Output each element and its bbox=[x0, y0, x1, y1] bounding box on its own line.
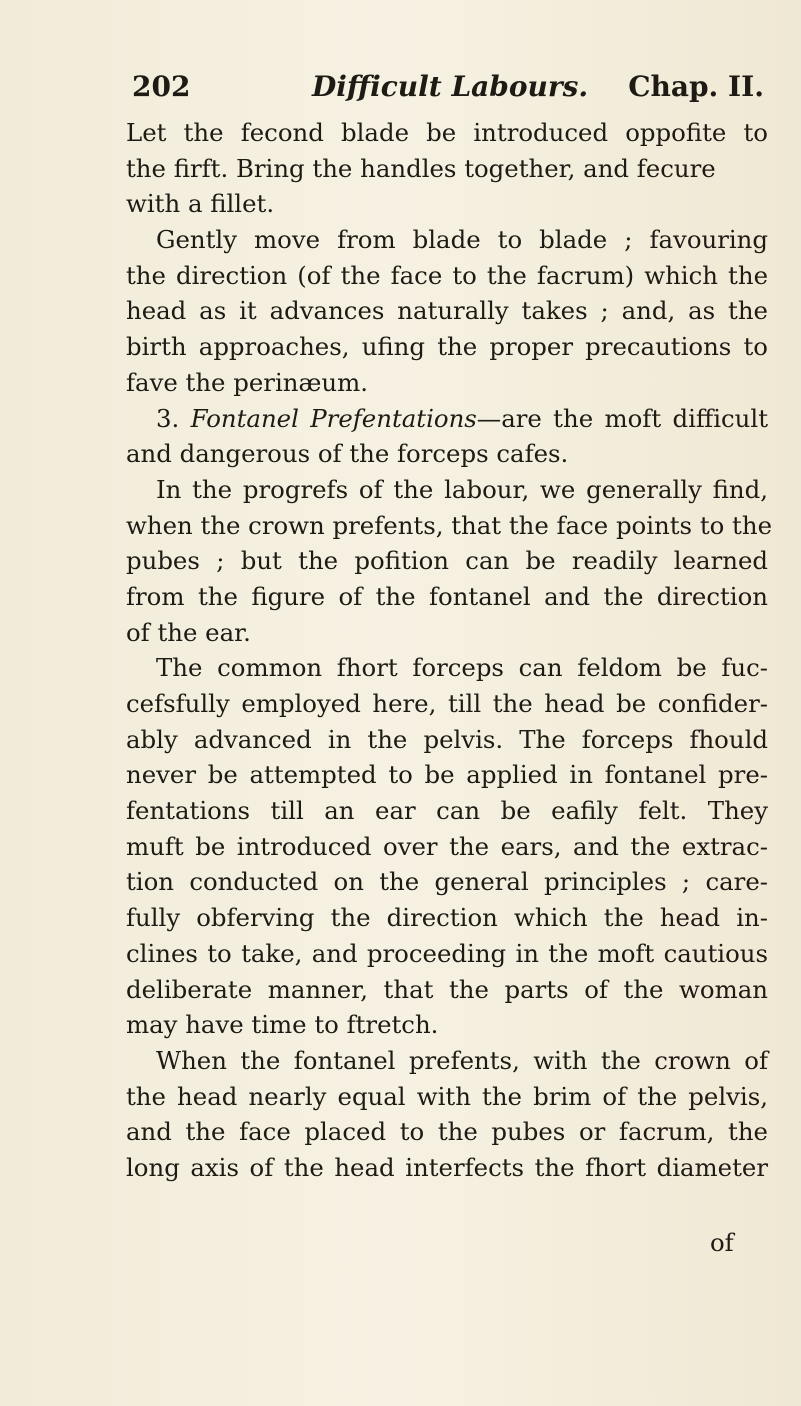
text-line: head as it advances naturally takes ; and, as the bbox=[126, 296, 768, 326]
text-line: tion conducted on the general principles ; care- bbox=[126, 867, 768, 897]
text-line: and dangerous of the forceps cafes. bbox=[126, 439, 569, 469]
text-line: pubes ; but the pofition can be readily learned bbox=[126, 546, 768, 576]
text-line: deliberate manner, that the parts of the woman bbox=[126, 974, 768, 1004]
text-line: of the ear. bbox=[126, 617, 251, 647]
section-title: Fontanel Prefentations bbox=[190, 403, 477, 433]
text-line: the head nearly equal with the brim of the pelvis, bbox=[126, 1081, 768, 1111]
body-text bbox=[126, 115, 773, 1186]
text-line: The common fhort forceps can feldom be fuc- bbox=[156, 653, 768, 683]
text-line: clines to take, and proceeding in the moft cautious bbox=[126, 938, 768, 968]
text-line: birth approaches, ufing the proper precautions to bbox=[126, 332, 768, 362]
running-header bbox=[132, 70, 772, 110]
text-line: When the fontanel prefents, with the crown of bbox=[156, 1045, 768, 1075]
text-line: from the figure of the fontanel and the direction bbox=[126, 581, 768, 611]
text-line: fully obferving the direction which the head in- bbox=[126, 903, 768, 933]
catchword: of bbox=[710, 1228, 734, 1257]
text-line: long axis of the head interfects the fhort diameter bbox=[126, 1152, 768, 1182]
page-number: 202 bbox=[132, 70, 191, 103]
text-line: may have time to ftretch. bbox=[126, 1010, 439, 1040]
text-line: the firft. Bring the handles together, and fecure bbox=[126, 153, 716, 183]
text-line: ably advanced in the pelvis. The forceps fhould bbox=[126, 724, 768, 754]
text-line: In the progrefs of the labour, we generally find, bbox=[156, 474, 768, 504]
text-line: when the crown prefents, that the face points to the bbox=[126, 510, 773, 540]
running-title: Difficult Labours. bbox=[312, 70, 589, 103]
section-number: 3. bbox=[156, 403, 191, 433]
section-intro: —are the moft difficult bbox=[476, 403, 768, 433]
chapter-label: Chap. II. bbox=[628, 70, 764, 103]
text-line: fave the perinæum. bbox=[126, 367, 368, 397]
text-line: Let the fecond blade be introduced oppofite to bbox=[126, 118, 768, 147]
text-line: Gently move from blade to blade ; favouring bbox=[156, 225, 768, 255]
text-line: and the face placed to the pubes or facrum, the bbox=[126, 1117, 768, 1147]
text-line: cefsfully employed here, till the head be confider- bbox=[126, 689, 768, 718]
text-line: with a fillet. bbox=[126, 189, 275, 219]
text-line: fentations till an ear can be eafily felt. They bbox=[126, 796, 768, 826]
text-line: the direction (of the face to the facrum) which the bbox=[126, 260, 768, 290]
text-line: muft be introduced over the ears, and the extrac- bbox=[126, 831, 768, 861]
text-line: never be attempted to be applied in fontanel pre- bbox=[126, 760, 768, 790]
section-heading-line bbox=[126, 401, 768, 437]
